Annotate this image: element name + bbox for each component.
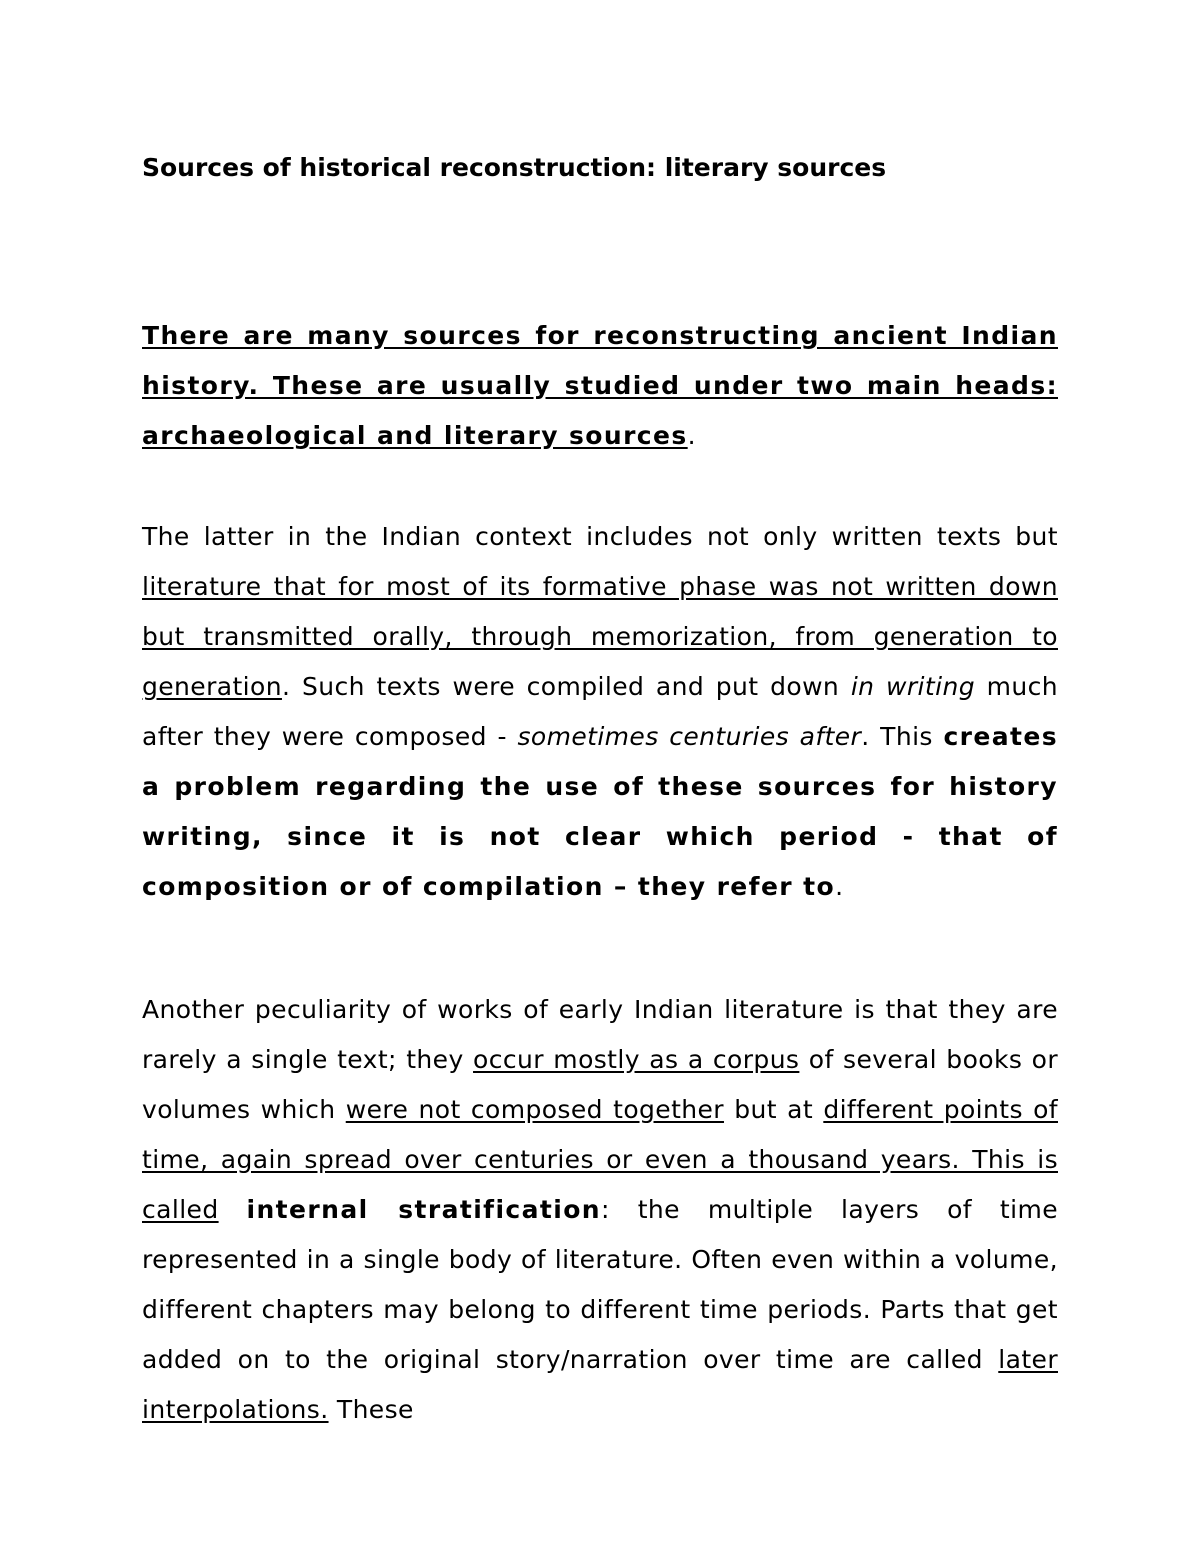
p2-text-5: . (835, 872, 844, 901)
p2-text-3: much after they were composed - (142, 672, 1059, 751)
oral-tradition-paragraph (142, 512, 1058, 912)
stratification-paragraph (142, 985, 1058, 1435)
p2-text-1: The latter in the Indian context includes not only written texts but (142, 522, 1058, 551)
p3-underlined-different-points: different points of time, again spread over centuries or even a thousand years. This is called (142, 1095, 1058, 1224)
p3-text-4 (219, 1195, 247, 1224)
p3-underlined-later-interpolations: later interpolations. (142, 1345, 1058, 1424)
p3-text-6: These (328, 1395, 414, 1424)
document-title: Sources of historical reconstruction: literary sources (142, 153, 887, 182)
intro-underlined-bold-text: There are many sources for reconstructing ancient Indian history. These are usually studied under two main heads: archaeological and literary sources (142, 321, 1058, 450)
p3-bold-internal-stratification: internal stratification (246, 1195, 601, 1224)
p2-italic-centuries-after: sometimes centuries after (517, 722, 862, 751)
p3-text-5: : the multiple layers of time represented in a single body of literature. Often even within a volume, different chapters may belong to different time periods. Parts that get added on to the original story/narration over time are called (142, 1195, 1058, 1374)
p3-text-2: of several books or volumes which (142, 1045, 1059, 1124)
p2-text-2: . Such texts were compiled and put down (281, 672, 851, 701)
p3-underlined-corpus: occur mostly as a corpus (473, 1045, 800, 1074)
p3-text-1: Another peculiarity of works of early Indian literature is that they are rarely a single text; they (142, 995, 1058, 1074)
p2-italic-in-writing: in writing (850, 672, 975, 701)
p3-underlined-not-composed-together: were not composed together (345, 1095, 724, 1124)
intro-paragraph (142, 311, 1058, 461)
p2-underlined-oral-transmission: literature that for most of its formative phase was not written down but transmitted orally, through memorization, from generation to generation (142, 572, 1058, 701)
p2-bold-problem-statement: creates a problem regarding the use of these sources for history writing, since it is not clear which period - that of composition or of compilation – they refer to (142, 722, 1058, 901)
intro-period: . (687, 421, 697, 450)
p2-text-4: . This (861, 722, 944, 751)
p3-text-3: but at (723, 1095, 824, 1124)
